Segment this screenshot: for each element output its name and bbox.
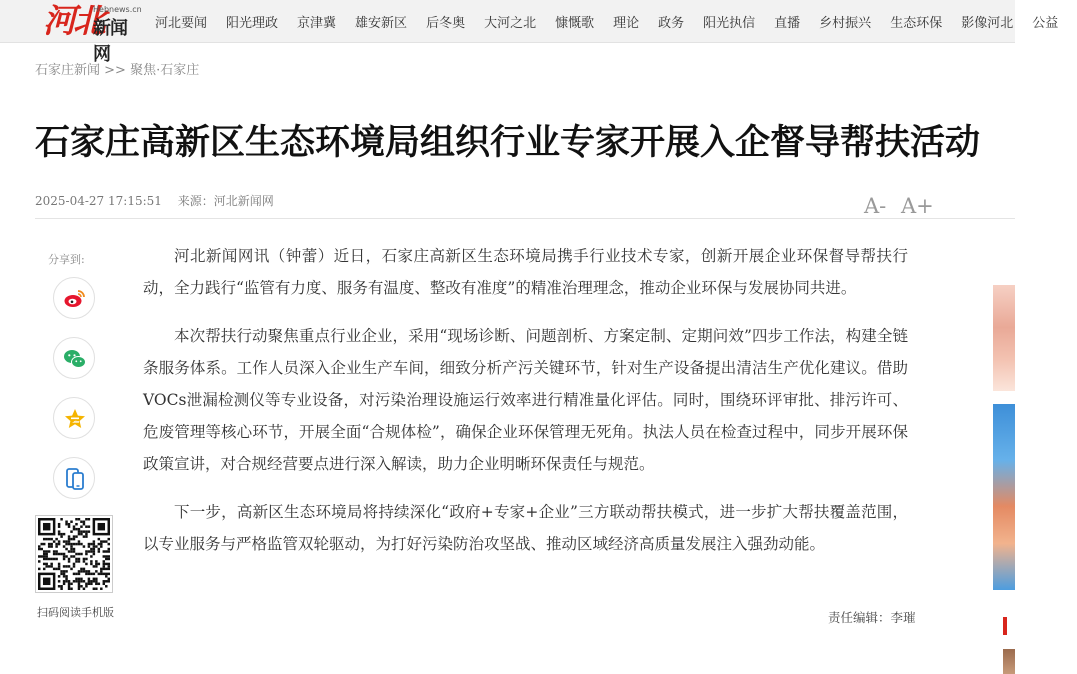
share-weibo-button[interactable] — [53, 277, 95, 319]
site-logo[interactable] — [43, 1, 142, 65]
article-paragraph: 下一步，高新区生态环境局将持续深化“政府+专家+企业”三方联动帮扶模式，进一步扩大帮扶覆盖范围，以专业服务与严格监管双轮驱动，为打好污染防治攻坚战、推动区域经济高质量发展注入强劲动能。 — [143, 503, 908, 553]
article-paragraph: 本次帮扶行动聚焦重点行业企业，采用“现场诊断、问题剖析、方案定制、定期问效”四步工作法，构建全链条服务体系。工作人员深入企业生产车间，细致分析产污关键环节，针对生产设备提出清洁生产优化建议。借助VOCs泄漏检测仪等专业设备，对污染治理设施运行效率进行精准量化评估。同时，围绕环评审批、排污许可、危废管理等核心环节，开展全面“合规体检”，确保企业环保管理无死角。执法人员在检查过程中，同步开展环保政策宣讲，对合规经营要点进行深入解读，助力企业明晰环保责任与规范。 — [143, 327, 908, 473]
nav-item[interactable]: 理论 — [613, 15, 640, 31]
share-qzone-button[interactable] — [53, 397, 95, 439]
article-meta — [35, 192, 274, 209]
sidebar-image[interactable] — [993, 285, 1015, 391]
qzone-icon — [63, 407, 87, 431]
publish-datetime: 2025-04-27 17:15:51 — [35, 194, 162, 208]
logo-name: 新闻网 — [93, 18, 127, 65]
nav-item[interactable]: 乡村振兴 — [819, 15, 872, 31]
share-mobile-button[interactable] — [53, 457, 95, 499]
nav-item[interactable]: 京津冀 — [297, 15, 337, 31]
breadcrumb-separator: >> — [100, 63, 131, 78]
nav-item[interactable]: 大河之北 — [484, 15, 537, 31]
top-nav-bar — [0, 0, 1059, 65]
responsible-editor: 责任编辑：李璀 — [828, 610, 916, 625]
nav-item[interactable]: 影像河北 — [961, 15, 1014, 31]
article-source: 来源：河北新闻网 — [177, 194, 274, 208]
breadcrumb — [35, 59, 199, 78]
breadcrumb-section[interactable]: 聚焦·石家庄 — [130, 63, 200, 78]
article-body — [143, 240, 908, 576]
nav-item[interactable]: 阳光执信 — [703, 15, 756, 31]
breadcrumb-home[interactable]: 石家庄新闻 — [35, 63, 101, 78]
article-paragraph: 河北新闻网讯（钟蕾）近日，石家庄高新区生态环境局携手行业技术专家，创新开展企业环保督导帮扶行动，全力践行“监管有力度、服务有温度、整改有准度”的精准治理理念，推动企业环保与发展协同共进。 — [143, 247, 908, 297]
nav-item[interactable]: 后冬奥 — [426, 15, 466, 31]
qr-code-icon — [38, 518, 110, 590]
nav-item[interactable]: 政务 — [658, 15, 685, 31]
logo-mark: 河北 — [43, 1, 103, 40]
article-title: 石家庄高新区生态环境局组织行业专家开展入企督导帮扶活动 — [35, 122, 981, 163]
main-nav — [155, 0, 1077, 42]
font-size-controls — [864, 194, 942, 218]
font-decrease-button[interactable]: A- — [864, 194, 887, 218]
weibo-icon — [63, 287, 87, 311]
nav-item[interactable]: 生态环保 — [890, 15, 943, 31]
qr-label: 扫码阅读手机版 — [37, 606, 114, 619]
nav-item[interactable]: 慷慨歌 — [555, 15, 595, 31]
sidebar-accent-bar — [1003, 617, 1007, 635]
mobile-qr-code — [35, 515, 113, 593]
nav-item[interactable]: 公益 — [1032, 15, 1059, 31]
share-label: 分享到: — [48, 253, 85, 266]
nav-item[interactable]: 直播 — [774, 15, 801, 31]
header-divider — [35, 218, 1015, 219]
sidebar-image[interactable] — [1003, 649, 1015, 674]
nav-item[interactable]: 河北要闻 — [155, 15, 208, 31]
logo-domain: Hebnews.cn — [93, 5, 142, 14]
font-increase-button[interactable]: A+ — [900, 194, 934, 218]
mobile-icon — [63, 467, 87, 491]
nav-item[interactable]: 阳光理政 — [226, 15, 279, 31]
sidebar-image[interactable] — [993, 404, 1015, 590]
wechat-icon — [63, 347, 87, 371]
nav-item[interactable]: 雄安新区 — [355, 15, 408, 31]
share-wechat-button[interactable] — [53, 337, 95, 379]
